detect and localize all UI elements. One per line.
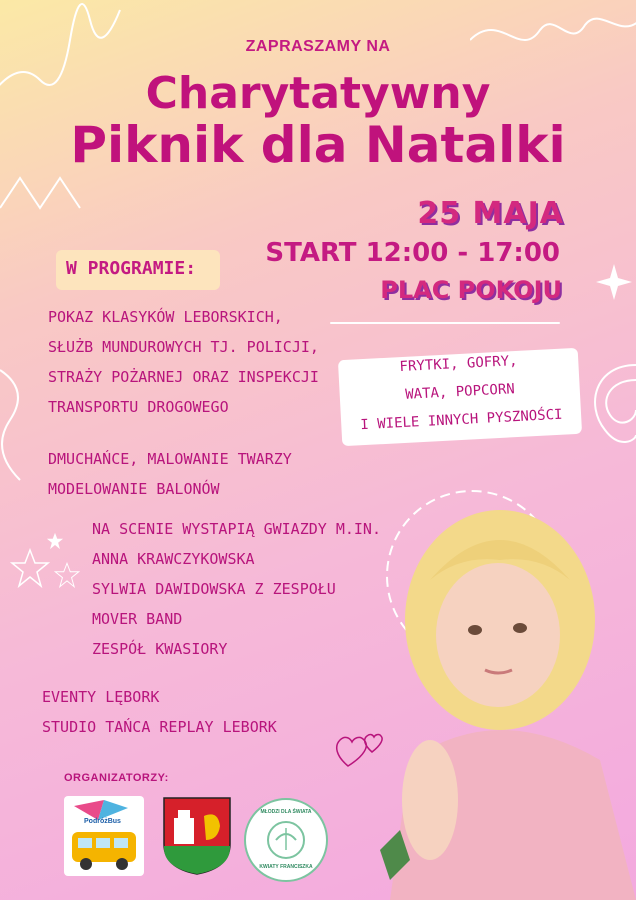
program-block-partners [42,682,277,742]
page-title-line2: Piknik dla Natalki [70,116,566,174]
list-item: SŁUŻB MUNDUROWYCH TJ. POLICJI, [48,338,319,356]
bus-logo-text: PodróżBus [84,818,121,825]
list-item: NA SCENIE WYSTAPIĄ GWIAZDY M.IN. [92,520,381,538]
star-outline-icon [10,548,50,588]
list-item: ZESPÓŁ KWASIORY [92,640,228,658]
city-coat-of-arms-icon [162,796,232,876]
mlodzi-logo-text-bottom: KWIATY FRANCISZKA [259,864,313,870]
event-place: PLAC POKOJU [380,276,562,304]
program-block-stage [92,514,381,664]
organizer-logo-bus [64,796,144,876]
event-date: 25 MAJA [417,196,564,231]
organizer-logo-mlodzi [244,798,328,882]
program-block-attractions [48,444,292,504]
program-block-shows [48,302,319,422]
list-item: MODELOWANIE BALONÓW [48,480,220,498]
list-item: DMUCHAŃCE, MALOWANIE TWARZY [48,450,292,468]
bus-icon [64,796,144,876]
event-time: START 12:00 - 17:00 [265,238,560,268]
zigzag-decoration-left [0,168,100,248]
food-card [338,344,582,440]
organizers-label: ORGANIZATORZY: [64,772,169,784]
sparkle-icon [596,264,632,300]
list-item: STRAŻY POŻARNEJ ORAZ INSPEKCJI [48,368,319,386]
program-label: W PROGRAMIE: [66,258,197,279]
child-photo [370,500,636,900]
scribble-decoration-left [0,360,40,500]
mlodzi-logo-text-top: MŁODZI DLA ŚWIATA [260,809,312,815]
divider-line [330,322,560,324]
star-outline-icon [54,562,80,588]
list-item: TRANSPORTU DROGOWEGO [48,398,229,416]
list-item: SYLWIA DAWIDOWSKA Z ZESPOŁU [92,580,336,598]
food-line: WATA, POPCORN [404,381,516,403]
spiral-decoration-right [580,360,636,460]
food-line: I WIELE INNYCH PYSZNOŚCI [360,406,563,434]
list-item: STUDIO TAŃCA REPLAY LEBORK [42,718,277,736]
page-title-line1: Charytatywny [145,68,491,119]
list-item: POKAZ KLASYKÓW LEBORSKICH, [48,308,283,326]
list-item: ANNA KRAWCZYKOWSKA [92,550,255,568]
star-icon [46,532,64,550]
invite-text: ZAPRASZAMY NA [245,38,391,55]
list-item: EVENTY LĘBORK [42,688,160,706]
food-line: FRYTKI, GOFRY, [399,352,518,376]
list-item: MOVER BAND [92,610,183,628]
